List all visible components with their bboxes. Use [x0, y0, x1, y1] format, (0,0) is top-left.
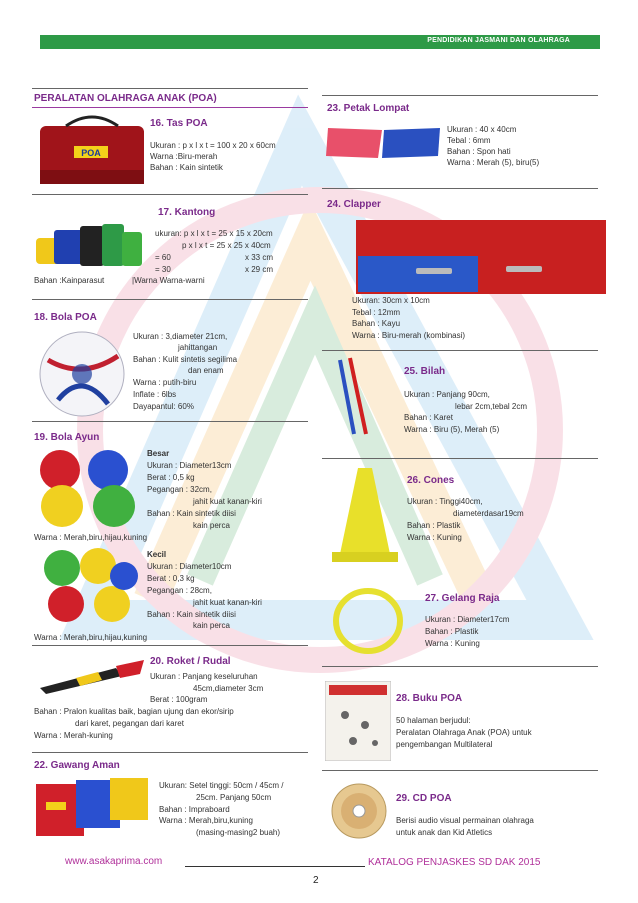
item-27-line: Ukuran : Diameter17cm	[425, 615, 510, 624]
item-26-line: Warna : Kuning	[407, 533, 462, 542]
item-22-line: 25cm. Panjang 50cm	[196, 793, 272, 802]
item-24-title: 24. Clapper	[327, 199, 381, 210]
item-17-line: x 33 cm	[245, 253, 274, 262]
item-20-line: Ukuran : Panjang keseluruhan	[150, 672, 258, 681]
item-17-line: p x l x t = 25 x 25 x 40cm	[182, 241, 271, 250]
item-16-line: Warna :Biru-merah	[150, 152, 218, 161]
item-17-line: = 60	[155, 253, 171, 262]
item-24-line: Tebal : 12mm	[352, 308, 401, 317]
rocket-image	[36, 658, 148, 696]
bag-image	[36, 112, 148, 188]
item-25-line: Ukuran : Panjang 90cm,	[404, 390, 490, 399]
item-17-title: 17. Kantong	[158, 207, 216, 218]
footer-website[interactable]: www.asakaprima.com	[65, 856, 163, 867]
item-18-title: 18. Bola POA	[34, 312, 97, 323]
item-17-line: = 30	[155, 265, 171, 274]
item-29-line: Berisi audio visual permainan olahraga	[396, 816, 534, 825]
item-25-title: 25. Bilah	[404, 366, 446, 377]
book-image	[325, 681, 391, 761]
item-28-title: 28. Buku POA	[396, 693, 463, 704]
item-23-line: Tebal : 6mm	[447, 136, 491, 145]
item-19-line: Ukuran : Diameter13cm	[147, 461, 232, 470]
item-24-line: Warna : Biru-merah (kombinasi)	[352, 331, 466, 340]
item-26-line: diameterdasar19cm	[453, 509, 524, 518]
item-16-line: Ukuran : p x l x t = 100 x 20 x 60cm	[150, 141, 276, 150]
item-18-line: Warna : putih-biru	[133, 378, 197, 387]
item-17-line: Bahan :Kainparasut	[34, 276, 105, 285]
item-17-line: |Warna Warna-warni	[132, 276, 205, 285]
item-22-line: Ukuran: Setel tinggi: 50cm / 45cm /	[159, 781, 284, 790]
item-19-line: kain perca	[193, 521, 230, 530]
item-19-line: Warna : Merah,biru,hijau,kuning	[34, 533, 148, 542]
item-28-line: Peralatan Olahraga Anak (POA) untuk	[396, 728, 532, 737]
item-18-line: Ukuran : 3,diameter 21cm,	[133, 332, 228, 341]
item-20-line: Bahan : Pralon kualitas baik, bagian ujung dan ekor/sirip	[34, 707, 234, 716]
item-22-line: Warna : Merah,biru,kuning	[159, 816, 253, 825]
item-26-line: Ukuran : Tinggi40cm,	[407, 497, 483, 506]
item-19-line: Pegangan : 28cm,	[147, 586, 212, 595]
item-18-line: jahittangan	[178, 343, 218, 352]
item-29-title: 29. CD POA	[396, 793, 452, 804]
item-18-line: Dayapantul: 60%	[133, 402, 194, 411]
mat-image	[324, 124, 442, 160]
item-19-line: Ukuran : Diameter10cm	[147, 562, 232, 571]
divider	[322, 95, 598, 96]
item-23-line: Bahan : Spon hati	[447, 147, 511, 156]
item-19-line: Bahan : Kain sintetik diisi	[147, 610, 236, 619]
item-17-line: ukuran: p x l x t = 25 x 15 x 20cm	[155, 229, 273, 238]
item-18-line: Inflate : 6lbs	[133, 390, 177, 399]
item-19-line: kain perca	[193, 621, 230, 630]
header-title: PENDIDIKAN JASMANI DAN OLAHRAGA	[427, 37, 570, 44]
item-20-line: dari karet, pegangan dari karet	[75, 719, 184, 728]
item-25-line: Bahan : Karet	[404, 413, 453, 422]
item-20-line: Berat : 100gram	[150, 695, 208, 704]
item-26-line: Bahan : Plastik	[407, 521, 461, 530]
ring-image	[330, 586, 406, 656]
section-underline	[32, 107, 308, 108]
item-22-line: (masing-masing2 buah)	[196, 828, 281, 837]
item-18-line: Bahan : Kulit sintetis segilima	[133, 355, 238, 364]
section-title: PERALATAN OLAHRAGA ANAK (POA)	[34, 93, 217, 104]
cd-image	[330, 782, 388, 840]
divider	[322, 458, 598, 459]
item-19-title: 19. Bola Ayun	[34, 432, 100, 443]
item-28-line: 50 halaman berjudul:	[396, 716, 471, 725]
kantong-image	[36, 220, 154, 272]
item-27-line: Bahan : Plastik	[425, 627, 479, 636]
header-bar	[40, 35, 600, 49]
size-label: Kecil	[147, 550, 167, 559]
divider	[32, 88, 308, 89]
item-22-line: Bahan : Impraboard	[159, 805, 230, 814]
item-20-line: 45cm,diameter 3cm	[193, 684, 264, 693]
swing-balls-small-image	[40, 546, 140, 626]
divider	[322, 770, 598, 771]
swing-balls-large-image	[36, 448, 142, 530]
item-16-line: Bahan : Kain sintetik	[150, 163, 223, 172]
divider	[32, 645, 308, 646]
item-22-title: 22. Gawang Aman	[34, 760, 120, 771]
item-19-line: Bahan : Kain sintetik diisi	[147, 509, 236, 518]
item-17-line: x 29 cm	[245, 265, 274, 274]
bag-logo: POA	[81, 148, 101, 158]
item-19-line: Berat : 0,5 kg	[147, 473, 195, 482]
item-20-line: Warna : Merah-kuning	[34, 731, 113, 740]
item-23-line: Warna : Merah (5), biru(5)	[447, 158, 540, 167]
item-27-line: Warna : Kuning	[425, 639, 480, 648]
bilah-image	[334, 356, 374, 438]
item-25-line: lebar 2cm,tebal 2cm	[455, 402, 528, 411]
footer-divider	[185, 866, 365, 867]
item-27-title: 27. Gelang Raja	[425, 593, 500, 604]
item-25-line: Warna : Biru (5), Merah (5)	[404, 425, 500, 434]
page-number: 2	[313, 875, 319, 886]
item-20-title: 20. Roket / Rudal	[150, 656, 231, 667]
ball-image	[38, 330, 126, 418]
item-24-line: Bahan : Kayu	[352, 319, 401, 328]
item-23-line: Ukuran : 40 x 40cm	[447, 125, 517, 134]
item-19-line: jahit kuat kanan-kiri	[193, 497, 262, 506]
item-24-line: Ukuran: 30cm x 10cm	[352, 296, 430, 305]
item-19-line: Warna : Merah,biru,hijau,kuning	[34, 633, 148, 642]
item-18-line: dan enam	[188, 366, 224, 375]
item-19-line: jahit kuat kanan-kiri	[193, 598, 262, 607]
footer-catalog: KATALOG PENJASKES SD DAK 2015	[368, 857, 541, 868]
divider	[32, 752, 308, 753]
cone-image	[328, 466, 402, 566]
divider	[322, 350, 598, 351]
clapper-image	[356, 220, 606, 294]
size-label: Besar	[147, 449, 170, 458]
goal-image	[34, 776, 152, 838]
divider	[32, 421, 308, 422]
item-26-title: 26. Cones	[407, 475, 455, 486]
divider	[322, 188, 598, 189]
divider	[322, 666, 598, 667]
divider	[32, 299, 308, 300]
item-19-line: Pegangan : 32cm,	[147, 485, 212, 494]
item-19-line: Berat : 0,3 kg	[147, 574, 195, 583]
divider	[32, 194, 308, 195]
item-29-line: untuk anak dan Kid Atletics	[396, 828, 493, 837]
item-28-line: pengembangan Multilateral	[396, 740, 493, 749]
item-23-title: 23. Petak Lompat	[327, 103, 410, 114]
item-16-title: 16. Tas POA	[150, 118, 208, 129]
